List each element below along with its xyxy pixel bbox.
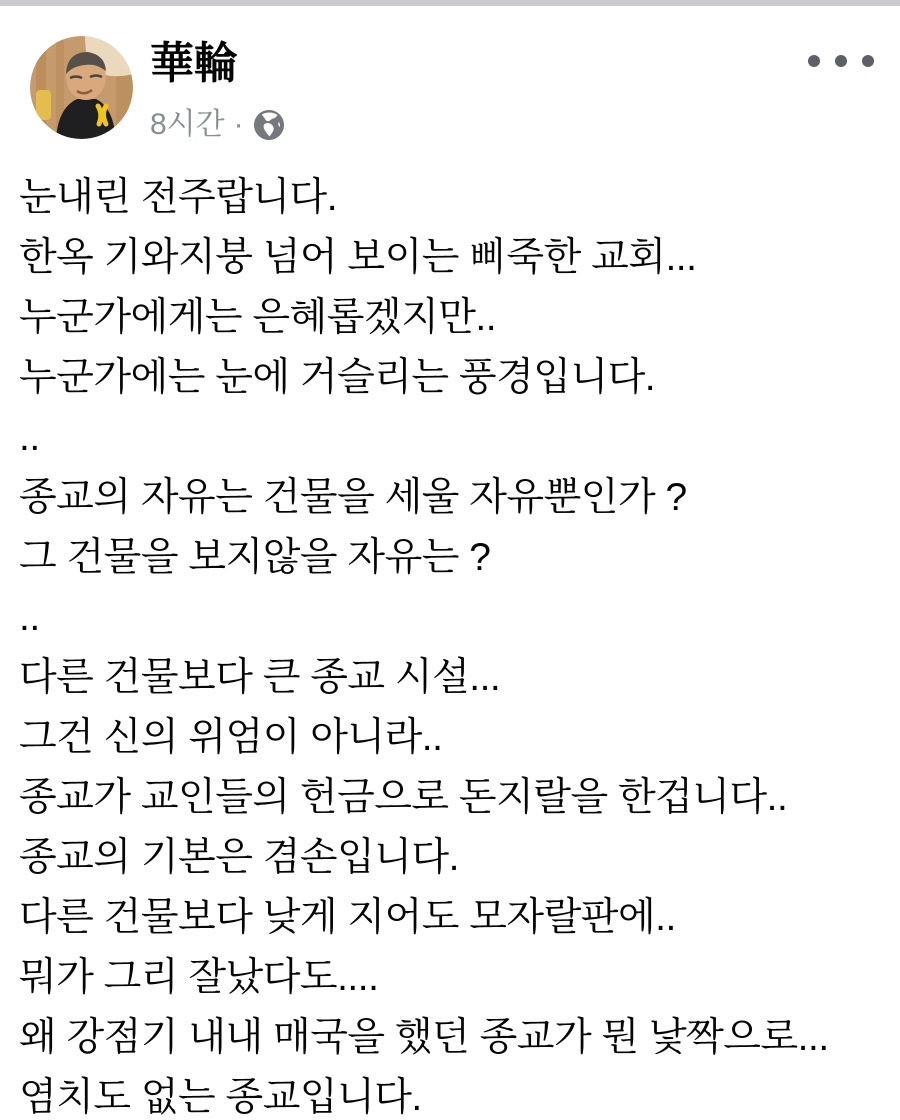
- post-text-line: 뭐가 그리 잘났다도....: [19, 956, 379, 999]
- post-text-line: 눈내린 전주랍니다.: [19, 176, 338, 219]
- post-text-line: 왜 강점기 내내 매국을 했던 종교가 뭔 낯짝으로...: [19, 1016, 829, 1059]
- post-text-line: 한옥 기와지붕 넘어 보이는 삐죽한 교회...: [19, 236, 697, 279]
- globe-icon: [253, 109, 285, 141]
- more-options-icon: [835, 55, 847, 67]
- post-text-line: 다른 건물보다 큰 종교 시설...: [19, 656, 501, 699]
- post-text-line: 누군가에는 눈에 거슬리는 풍경입니다.: [19, 356, 656, 399]
- post-text-line: 누군가에게는 은혜롭겠지만..: [19, 296, 497, 339]
- avatar-image: [30, 36, 133, 139]
- post-text-line: 다른 건물보다 낮게 지어도 모자랄판에..: [19, 896, 676, 939]
- post-text: [0, 140, 900, 1120]
- avatar[interactable]: [30, 36, 133, 139]
- post-text-line: 종교의 자유는 건물을 세울 자유뿐인가 ?: [19, 476, 687, 519]
- timestamp[interactable]: 8시간: [150, 108, 225, 141]
- header-text: [150, 40, 285, 142]
- post-text-line: 그 건물을 보지않을 자유는 ?: [19, 536, 491, 579]
- post-text-line: ..: [19, 596, 40, 639]
- post-text-line: 종교가 교인들의 헌금으로 돈지랄을 한겁니다..: [19, 776, 788, 819]
- post-text-line: ..: [19, 416, 40, 459]
- more-options-button[interactable]: [808, 46, 874, 76]
- meta-separator: ·: [233, 108, 244, 141]
- more-options-icon: [862, 55, 874, 67]
- post-header: [0, 6, 900, 140]
- post-text-line: 종교의 기본은 겸손입니다.: [19, 836, 459, 879]
- post-meta: [150, 108, 285, 142]
- author-name[interactable]: 華輪: [150, 39, 238, 88]
- post-text-line: 그건 신의 위엄이 아니라..: [19, 716, 443, 759]
- post-text-line: 염치도 없는 종교입니다.: [19, 1076, 422, 1119]
- more-options-icon: [808, 55, 820, 67]
